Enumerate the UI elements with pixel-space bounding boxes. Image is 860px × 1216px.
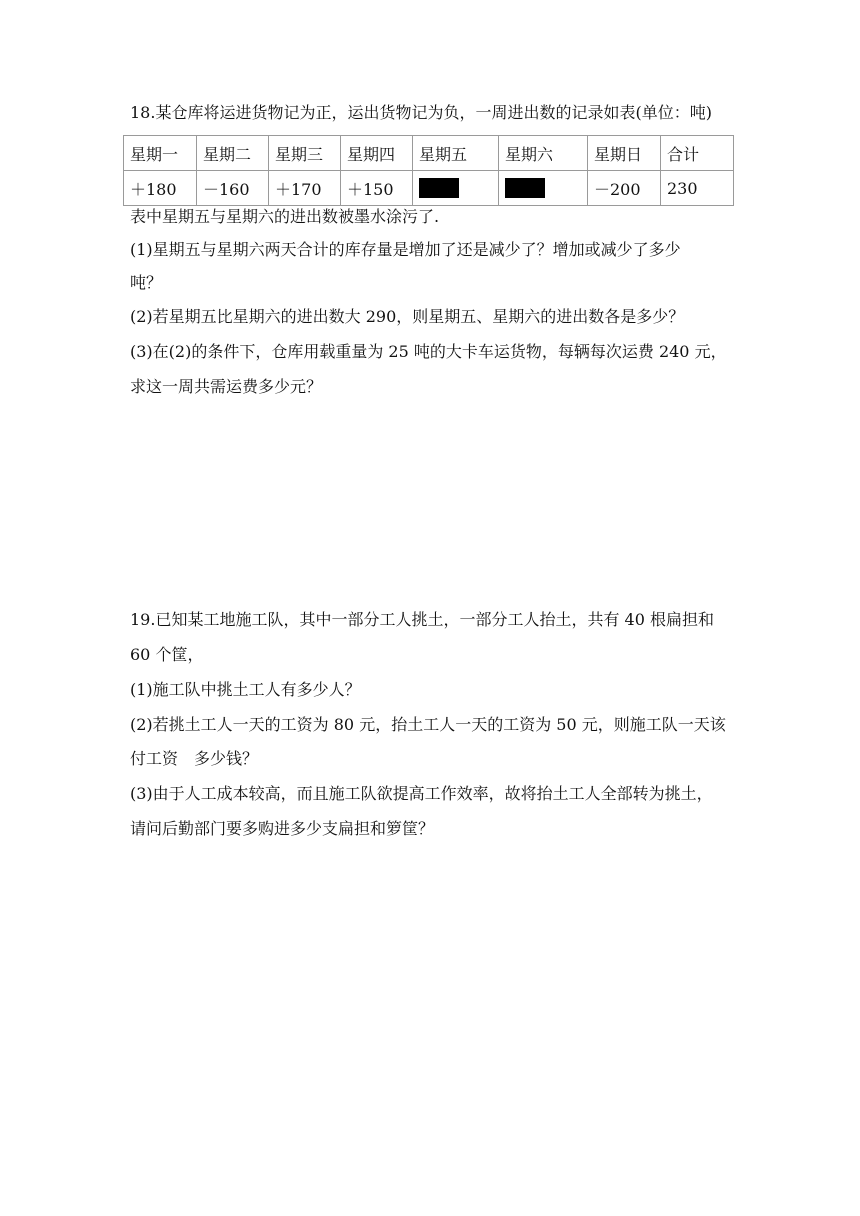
- value-cell-tuesday: －160: [197, 171, 269, 206]
- table-value-row: [124, 171, 734, 206]
- question-19-part-1: (1)施工队中挑土工人有多少人？: [130, 680, 361, 699]
- question-19-part-3-line-2: 请问后勤部门要多购进多少支扁担和箩筐？: [130, 819, 435, 838]
- inventory-record-table: [123, 135, 734, 206]
- value-cell-thursday: ＋150: [341, 171, 413, 206]
- header-cell-friday: 星期五: [413, 136, 499, 171]
- question-19-part-2-line-2: 付工资 多少钱？: [130, 749, 259, 768]
- question-18-stem: 18.某仓库将运进货物记为正，运出货物记为负，一周进出数的记录如表(单位：吨): [130, 103, 712, 122]
- ink-blot-saturday: [505, 178, 545, 198]
- value-cell-monday: ＋180: [124, 171, 197, 206]
- header-cell-wednesday: 星期三: [269, 136, 341, 171]
- question-19-part-3-line-1: (3)由于人工成本较高，而且施工队欲提高工作效率，故将抬土工人全部转为挑土，: [130, 784, 713, 803]
- question-19-stem-line-2: 60 个筐，: [130, 645, 204, 664]
- question-18-part-3-line-2: 求这一周共需运费多少元？: [130, 377, 323, 396]
- ink-blot-friday: [419, 178, 459, 198]
- header-cell-total: 合计: [661, 136, 734, 171]
- question-18-part-1-line-1: (1)星期五与星期六两天合计的库存量是增加了还是减少了？增加或减少了多少: [130, 240, 681, 259]
- header-cell-tuesday: 星期二: [197, 136, 269, 171]
- inventory-table-container: [123, 135, 734, 206]
- header-cell-saturday: 星期六: [499, 136, 588, 171]
- value-cell-friday: [413, 171, 499, 206]
- value-cell-total: 230: [661, 171, 734, 206]
- header-cell-sunday: 星期日: [588, 136, 661, 171]
- value-cell-sunday: －200: [588, 171, 661, 206]
- question-19-part-2-line-1: (2)若挑土工人一天的工资为 80 元，抬土工人一天的工资为 50 元，则施工队一天该: [130, 715, 726, 734]
- question-19-stem-line-1: 19.已知某工地施工队，其中一部分工人挑土，一部分工人抬土，共有 40 根扁担和: [130, 610, 714, 629]
- question-18-part-1-line-2: 吨？: [130, 273, 163, 292]
- header-cell-thursday: 星期四: [341, 136, 413, 171]
- table-header-row: [124, 136, 734, 171]
- question-18-note: 表中星期五与星期六的进出数被墨水涂污了.: [130, 207, 440, 226]
- value-cell-saturday: [499, 171, 588, 206]
- question-18-part-3-line-1: (3)在(2)的条件下，仓库用载重量为 25 吨的大卡车运货物，每辆每次运费 240 元，: [130, 342, 727, 361]
- header-cell-monday: 星期一: [124, 136, 197, 171]
- value-cell-wednesday: ＋170: [269, 171, 341, 206]
- question-18-part-2: (2)若星期五比星期六的进出数大 290，则星期五、星期六的进出数各是多少？: [130, 307, 685, 326]
